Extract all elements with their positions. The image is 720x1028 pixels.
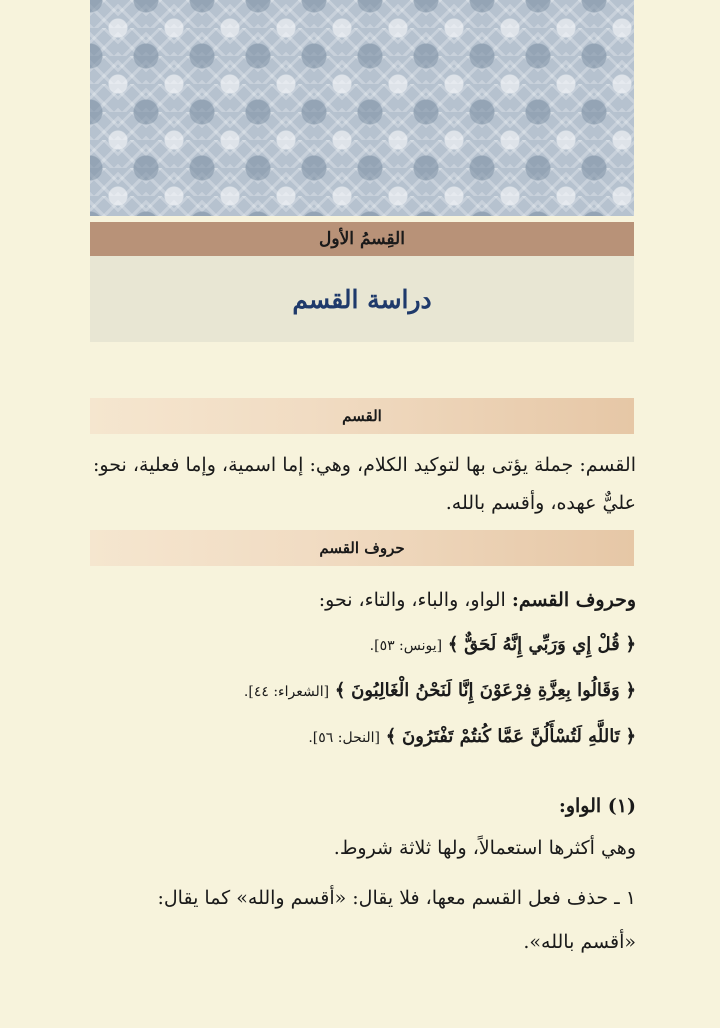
verse-text: تَاللَّهِ لَتُسْأَلُنَّ عَمَّا كُنتُمْ تَفْتَرُونَ — [401, 726, 620, 747]
verse-reference: [النحل: ٥٦]. — [308, 730, 380, 746]
verse-close-bracket: ﴾ — [334, 680, 346, 701]
page-title-box — [90, 256, 634, 342]
section-heading-label: حروف القسم — [319, 539, 405, 557]
section-heading-huruf — [90, 530, 634, 566]
verse-close-bracket: ﴾ — [385, 726, 397, 747]
page-title: دراسة القسم — [292, 284, 432, 314]
waw-condition-1-cont: «أقسم بالله». — [523, 931, 636, 953]
verse-1 — [86, 630, 636, 661]
definition-paragraph: القسم: جملة يؤتى بها لتوكيد الكلام، وهي: إما اسمية، وإما فعلية، نحو: عليٌّ عهده، وأقسم بالله. — [93, 454, 636, 514]
huruf-intro — [86, 584, 636, 616]
verse-open-bracket: ﴿ — [625, 680, 636, 701]
waw-description: وهي أكثرها استعمالاً، ولها ثلاثة شروط. — [333, 837, 636, 859]
verse-reference: [الشعراء: ٤٤]. — [243, 684, 330, 700]
verse-3 — [86, 722, 636, 753]
verse-text: قُلْ إِي وَرَبِّي إِنَّهُ لَحَقٌّ — [464, 634, 620, 655]
verse-open-bracket: ﴿ — [625, 726, 636, 747]
huruf-intro-term: وحروف القسم: — [511, 589, 636, 611]
huruf-intro-rest: الواو، والباء، والتاء، نحو: — [318, 589, 506, 611]
verse-2 — [86, 676, 636, 707]
waw-condition-1: ١ ـ حذف فعل القسم معها، فلا يقال: «أقسم والله» كما يقال: — [157, 887, 636, 909]
decorative-header-pattern — [90, 0, 634, 216]
section-heading-label: القسم — [342, 407, 382, 425]
part-label: القِسمُ الأول — [319, 229, 405, 249]
verse-open-bracket: ﴿ — [625, 634, 636, 655]
section-heading-qasam — [90, 398, 634, 434]
waw-heading: (١) الواو: — [558, 795, 636, 817]
part-label-band — [90, 222, 634, 256]
verse-text: وَقَالُوا بِعِزَّةِ فِرْعَوْنَ إِنَّا لَنَحْنُ الْغَالِبُونَ — [351, 680, 620, 701]
verse-close-bracket: ﴾ — [447, 634, 459, 655]
verse-reference: [يونس: ٥٣]. — [369, 638, 443, 654]
